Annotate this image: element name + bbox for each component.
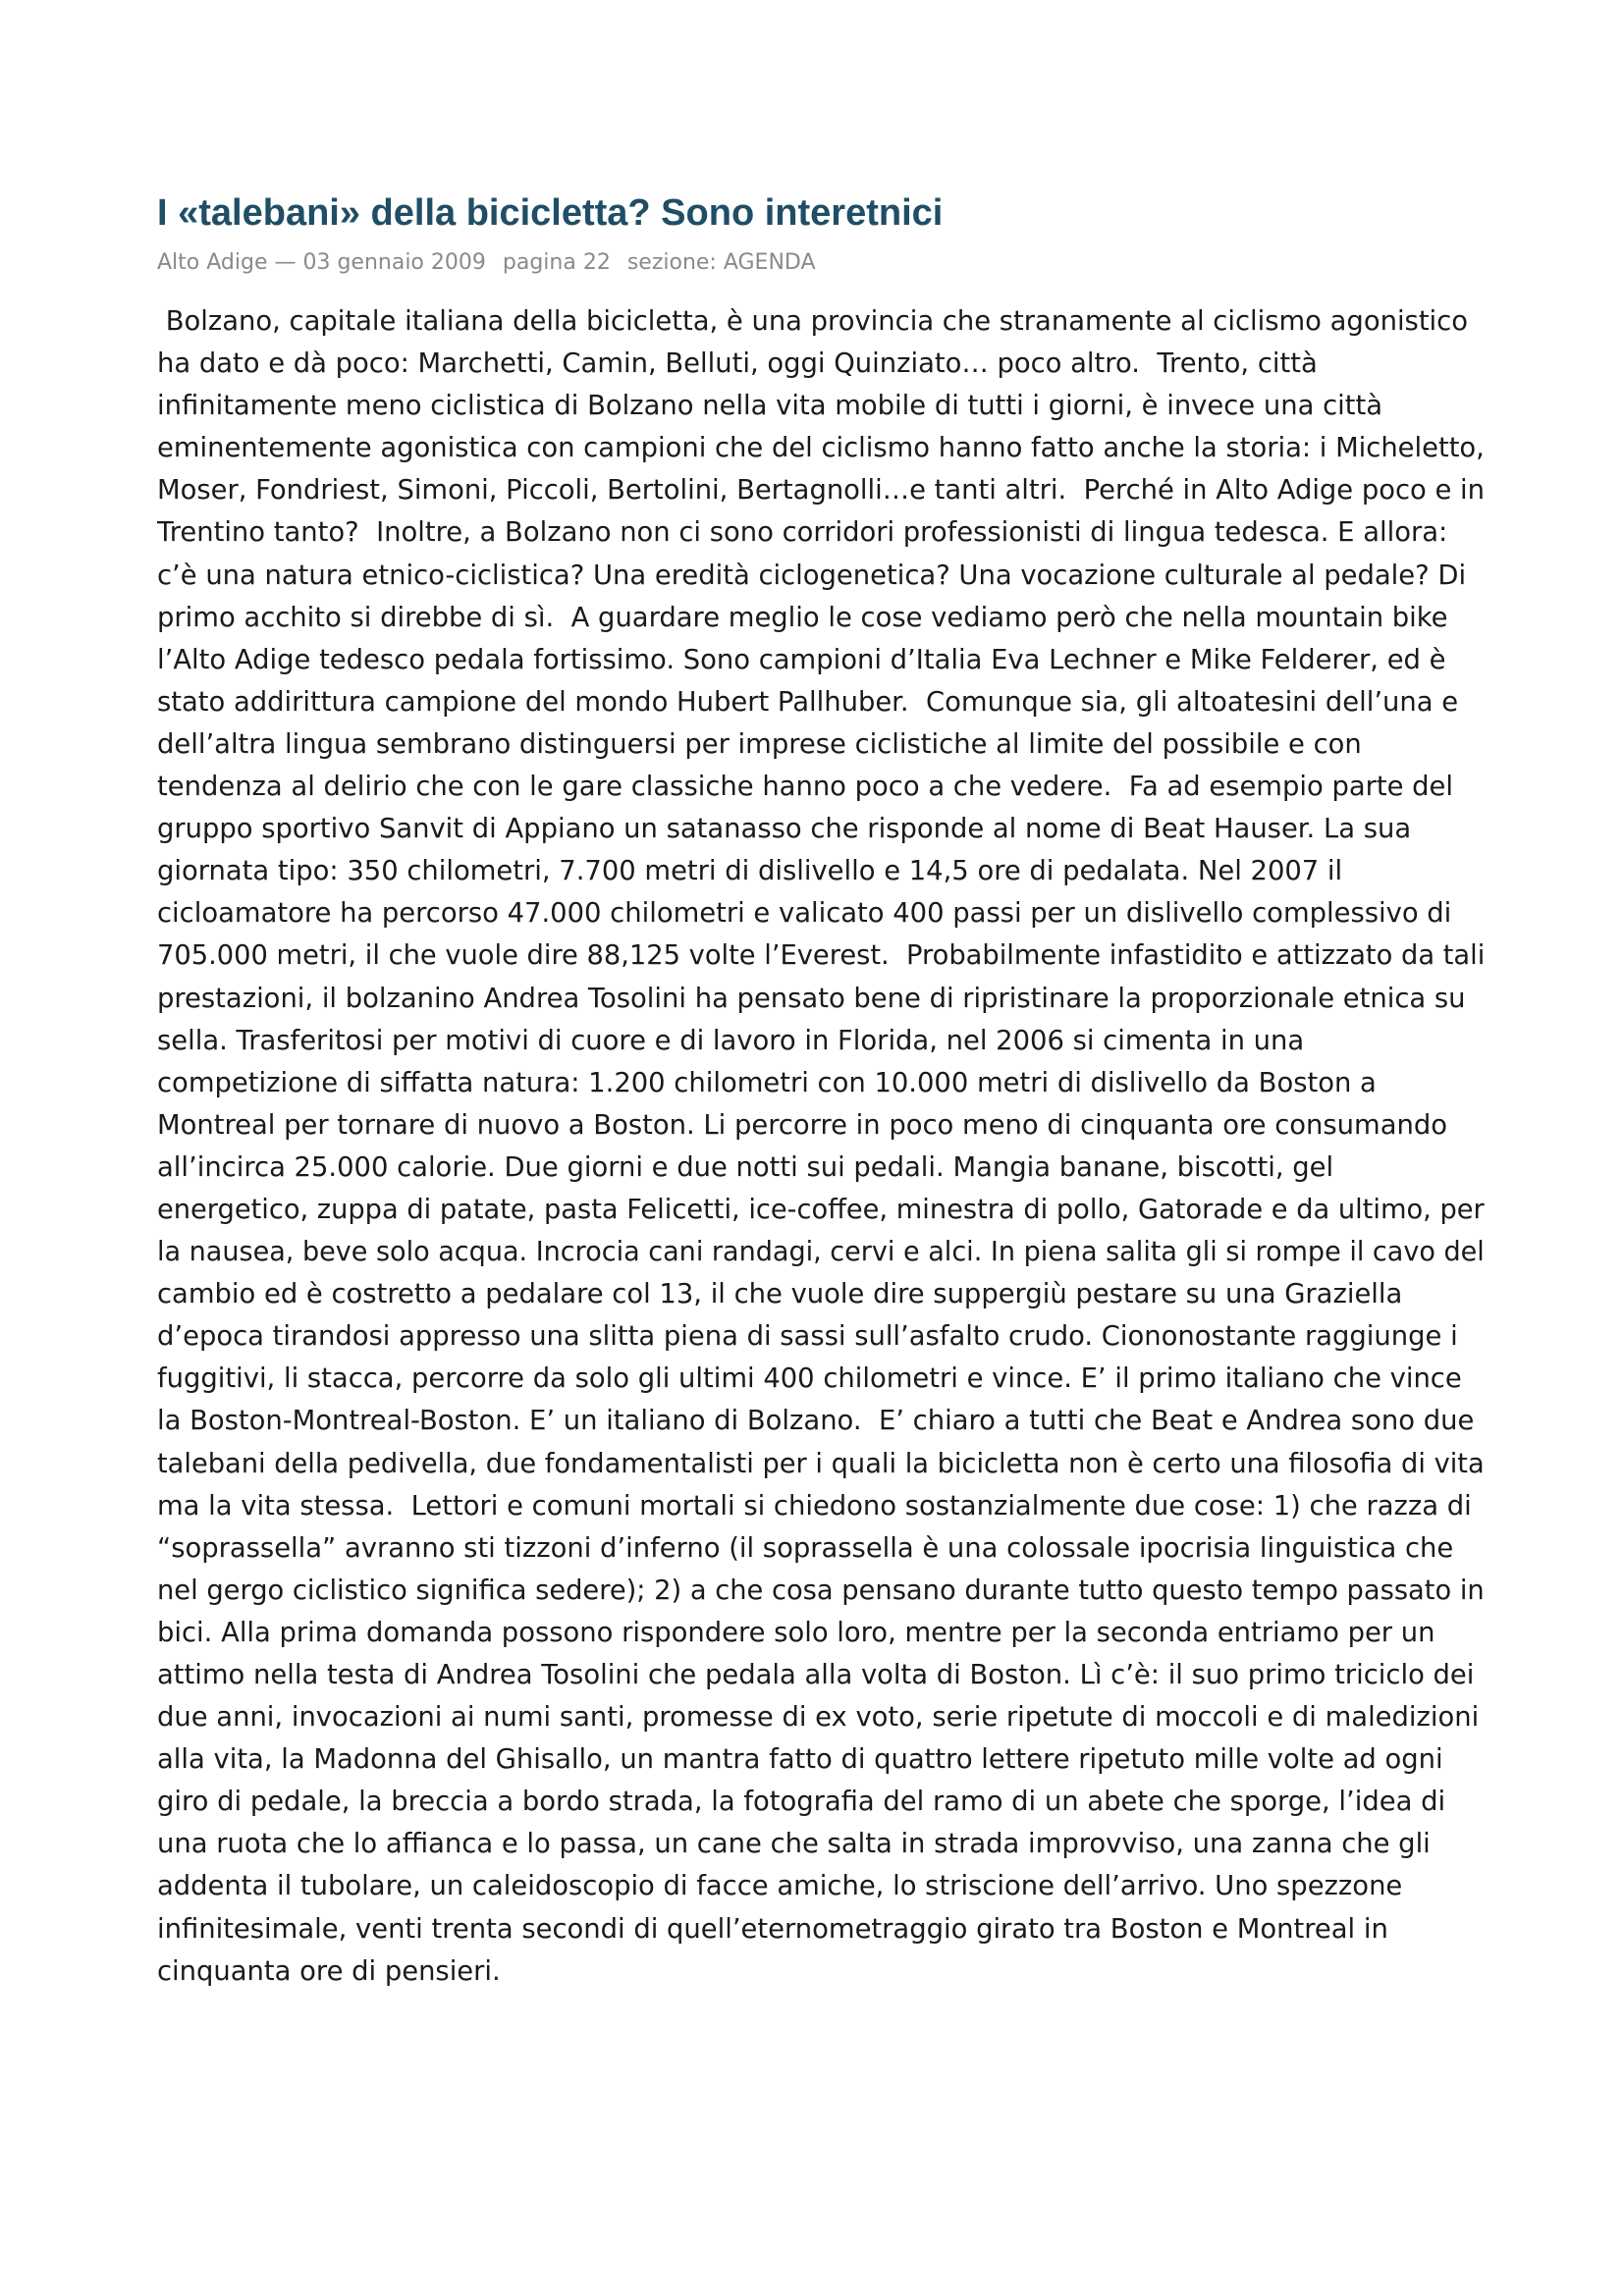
body-line: nel gergo ciclistico significa sedere); 2) a che cosa pensano durante tutto questo tempo passato in <box>157 1575 1485 1606</box>
body-line: 705.000 metri, il che vuole dire 88,125 volte l’Everest. Probabilmente infastidito e attizzato da tali <box>157 940 1486 972</box>
body-line: sella. Trasferitosi per motivi di cuore e di lavoro in Florida, nel 2006 si cimenta in una <box>157 1025 1305 1056</box>
body-line: ha dato e dà poco: Marchetti, Camin, Belluti, oggi Quinziato… poco altro. Trento, città <box>157 348 1318 380</box>
meta-page: pagina 22 <box>502 250 611 275</box>
body-line: la nausea, beve solo acqua. Incrocia cani randagi, cervi e alci. In piena salita gli si rompe il cavo del <box>157 1237 1485 1268</box>
body-line: Moser, Fondriest, Simoni, Piccoli, Bertolini, Bertagnolli…e tanti altri. Perché in Alto Adige poco e in <box>157 475 1485 507</box>
body-line: d’epoca tirandosi appresso una slitta piena di sassi sull’asfalto crudo. Ciononostante raggiunge i <box>157 1321 1458 1353</box>
body-line: cambio ed è costretto a pedalare col 13, il che vuole dire suppergiù pestare su una Graziella <box>157 1279 1403 1310</box>
body-line: prestazioni, il bolzanino Andrea Tosolini ha pensato bene di ripristinare la proporzionale etnica su <box>157 983 1466 1014</box>
body-line: eminentemente agonistica con campioni che del ciclismo hanno fatto anche la storia: i Micheletto, <box>157 433 1485 464</box>
article <box>157 188 1485 1993</box>
body-line: competizione di siffatta natura: 1.200 chilometri con 10.000 metri di dislivello da Boston a <box>157 1067 1377 1098</box>
body-line: giro di pedale, la breccia a bordo strada, la fotografia del ramo di un abete che sporge, l’idea di <box>157 1787 1446 1818</box>
body-line: “soprassella” avranno sti tizzoni d’inferno (il soprassella è una colossale ipocrisia linguistica che <box>157 1532 1454 1564</box>
body-line: infinitesimale, venti trenta secondi di quell’eternometraggio girato tra Boston e Montreal in <box>157 1913 1388 1945</box>
body-line: talebani della pedivella, due fondamentalisti per i quali la bicicletta non è certo una filosofia di vita <box>157 1448 1485 1479</box>
body-line: stato addirittura campione del mondo Hubert Pallhuber. Comunque sia, gli altoatesini dell’una e <box>157 686 1459 718</box>
body-line: Montreal per tornare di nuovo a Boston. Li percorre in poco meno di cinquanta ore consumando <box>157 1109 1447 1141</box>
meta-section: sezione: AGENDA <box>626 250 816 275</box>
body-line: dell’altra lingua sembrano distinguersi per imprese ciclistiche al limite del possibile e con <box>157 728 1362 760</box>
body-line: energetico, zuppa di patate, pasta Felicetti, ice-coffee, minestra di pollo, Gatorade e da ultimo, per <box>157 1194 1485 1225</box>
body-line: primo acchito si direbbe di sì. A guardare meglio le cose vediamo però che nella mountain bike <box>157 602 1448 633</box>
body-line: cicloamatore ha percorso 47.000 chilometri e valicato 400 passi per un dislivello complessivo di <box>157 898 1452 930</box>
body-line: ma la vita stessa. Lettori e comuni mortali si chiedono sostanzialmente due cose: 1) che razza di <box>157 1490 1472 1522</box>
body-line: tendenza al delirio che con le gare classiche hanno poco a che vedere. Fa ad esempio parte del <box>157 772 1454 803</box>
body-line: due anni, invocazioni ai numi santi, promesse di ex voto, serie ripetute di moccoli e di maledizioni <box>157 1702 1480 1734</box>
body-line: gruppo sportivo Sanvit di Appiano un satanasso che risponde al nome di Beat Hauser. La sua <box>157 814 1412 845</box>
body-line: fuggitivi, li stacca, percorre da solo gli ultimi 400 chilometri e vince. E’ il primo italiano che vince <box>157 1363 1462 1395</box>
body-line: Bolzano, capitale italiana della bicicletta, è una provincia che stranamente al ciclismo agonistico <box>157 306 1468 337</box>
body-line: alla vita, la Madonna del Ghisallo, un mantra fatto di quattro lettere ripetuto mille volte ad ogni <box>157 1744 1443 1776</box>
body-line: infinitamente meno ciclistica di Bolzano nella vita mobile di tutti i giorni, è invece una città <box>157 391 1382 422</box>
body-line: cinquanta ore di pensieri. <box>157 1955 501 1987</box>
article-meta <box>157 247 1485 279</box>
body-line: Trentino tanto? Inoltre, a Bolzano non ci sono corridori professionisti di lingua tedesca. E allora: <box>157 517 1448 549</box>
article-body <box>157 300 1485 1993</box>
body-line: all’incirca 25.000 calorie. Due giorni e due notti sui pedali. Mangia banane, biscotti, gel <box>157 1151 1334 1183</box>
body-line: una ruota che lo affianca e lo passa, un cane che salta in strada improvviso, una zanna che gli <box>157 1829 1431 1860</box>
article-title: I «talebani» della bicicletta? Sono interetnici <box>157 192 944 234</box>
body-line: l’Alto Adige tedesco pedala fortissimo. Sono campioni d’Italia Eva Lechner e Mike Felderer, ed è <box>157 644 1446 675</box>
body-line: addenta il tubolare, un caleidoscopio di facce amiche, lo striscione dell’arrivo. Uno spezzone <box>157 1871 1403 1902</box>
meta-source: Alto Adige — 03 gennaio 2009 <box>157 250 486 275</box>
body-line: c’è una natura etnico-ciclistica? Una eredità ciclogenetica? Una vocazione culturale al pedale? Di <box>157 560 1467 591</box>
body-line: bici. Alla prima domanda possono rispondere solo loro, mentre per la seconda entriamo per un <box>157 1617 1435 1648</box>
body-line: la Boston-Montreal-Boston. E’ un italiano di Bolzano. E’ chiaro a tutti che Beat e Andrea sono due <box>157 1406 1475 1437</box>
body-line: attimo nella testa di Andrea Tosolini che pedala alla volta di Boston. Lì c’è: il suo primo triciclo dei <box>157 1660 1475 1690</box>
body-line: giornata tipo: 350 chilometri, 7.700 metri di dislivello e 14,5 ore di pedalata. Nel 2007 il <box>157 856 1343 887</box>
